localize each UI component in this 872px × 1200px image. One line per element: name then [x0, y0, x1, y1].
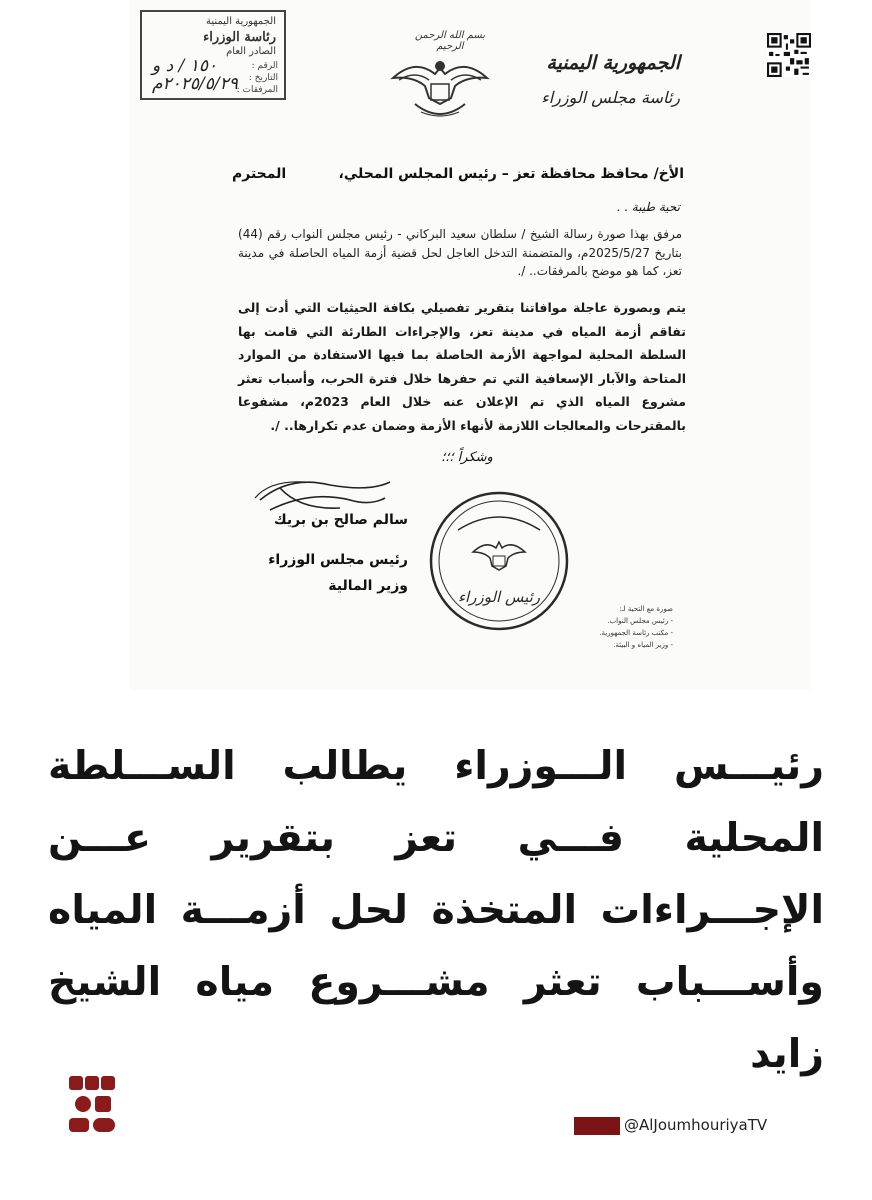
cc-list: [575, 603, 673, 651]
republic-title: الجمهورية اليمنية: [546, 52, 680, 74]
cc-item: - وزير المياه و البيئة.: [613, 641, 673, 649]
cc-item: - رئيس مجلس النواب.: [607, 617, 673, 625]
ref-date-value: ٢٠٢٥/٥/٢٩م: [152, 74, 238, 94]
social-handle: @AlJoumhouriyaTV: [624, 1116, 768, 1134]
signatory-title-2: وزير المالية: [328, 578, 408, 594]
yemen-eagle-emblem-icon: [385, 48, 495, 128]
cc-item: - مكتب رئاسة الجمهورية.: [599, 629, 673, 637]
cc-heading: صورة مع التحية لـ:: [619, 605, 673, 613]
ref-number-value: ١٥٠ / د و: [152, 56, 218, 76]
addressee: الأخ/ محافظ محافظة تعز – رئيس المجلس المحلي،: [338, 166, 684, 182]
ref-attachments-label: المرفقات :: [236, 85, 278, 95]
cabinet-title: رئاسة مجلس الوزراء: [541, 88, 680, 107]
paragraph-attachment: مرفق بهذا صورة رسالة الشيخ / سلطان سعيد البركاني - رئيس مجلس النواب رقم (44) بتاريخ 2025/5/27م، والمتضمنة التدخل العاجل لحل قضية أزمة المياه الحاصلة في مدينة تعز، كما هو موضح بالمرفقات.. /.: [238, 227, 683, 278]
basmala: بسم الله الرحمن الرحيم: [414, 30, 486, 52]
greeting: تحية طيبة . .: [616, 200, 680, 214]
logo-text: الجمهورية: [83, 1131, 101, 1136]
ref-outgoing: الصادر العام: [226, 46, 276, 57]
honorific: المحترم: [232, 166, 287, 182]
ref-number-label: الرقم :: [251, 61, 278, 71]
reference-box: [140, 10, 286, 100]
paragraph-request: يتم وبصورة عاجلة موافاتنا بتقرير تفصيلي بكافة الحيثيات التي أدت إلى تفاقم أزمة المياه في مدينة تعز، والإجراءات الطارئة التي قامت بها السلطة المحلية لمواجهة الأزمة الحاصلة بما فيها الاستفادة من الموارد المتاحة والآبار الإسعافية التي تم حفرها خلال فترة الحرب، وأسباب تعثر مشروع المياه الذي تم الإعلان عنه خلال العام 2023م، مشفوعا بالمقترحات والمعالجات اللازمة لأنهاء الأزمة وضمان عدم تكرارها.. /.: [238, 300, 686, 433]
thanks: وشكراً ؛؛؛: [441, 450, 493, 465]
signatory-title-1: رئيس مجلس الوزراء: [268, 552, 408, 568]
headline: رئيـــس الـــوزراء يطالب الســـلطة المحلية فـــي تعز بتقرير عـــن الإجـــراءات المتخذة لحل أزمـــة المياه وأســـباب تعثر مشـــروع مياه الشيخ زايد: [48, 743, 824, 1077]
official-stamp-icon: [428, 490, 570, 632]
ref-republic: الجمهورية اليمنية: [205, 16, 276, 27]
ref-cabinet: رئاسة الوزراء: [203, 30, 276, 45]
ref-date-label: التاريخ :: [248, 73, 278, 83]
aljoumhouriya-logo-icon: [67, 1074, 117, 1136]
handle-accent-bar: [574, 1117, 620, 1135]
qr-code-icon: [767, 33, 811, 77]
signatory-name: سالم صالح بن بريك: [273, 512, 408, 528]
stamp-text: رئيس الوزراء: [457, 588, 541, 606]
